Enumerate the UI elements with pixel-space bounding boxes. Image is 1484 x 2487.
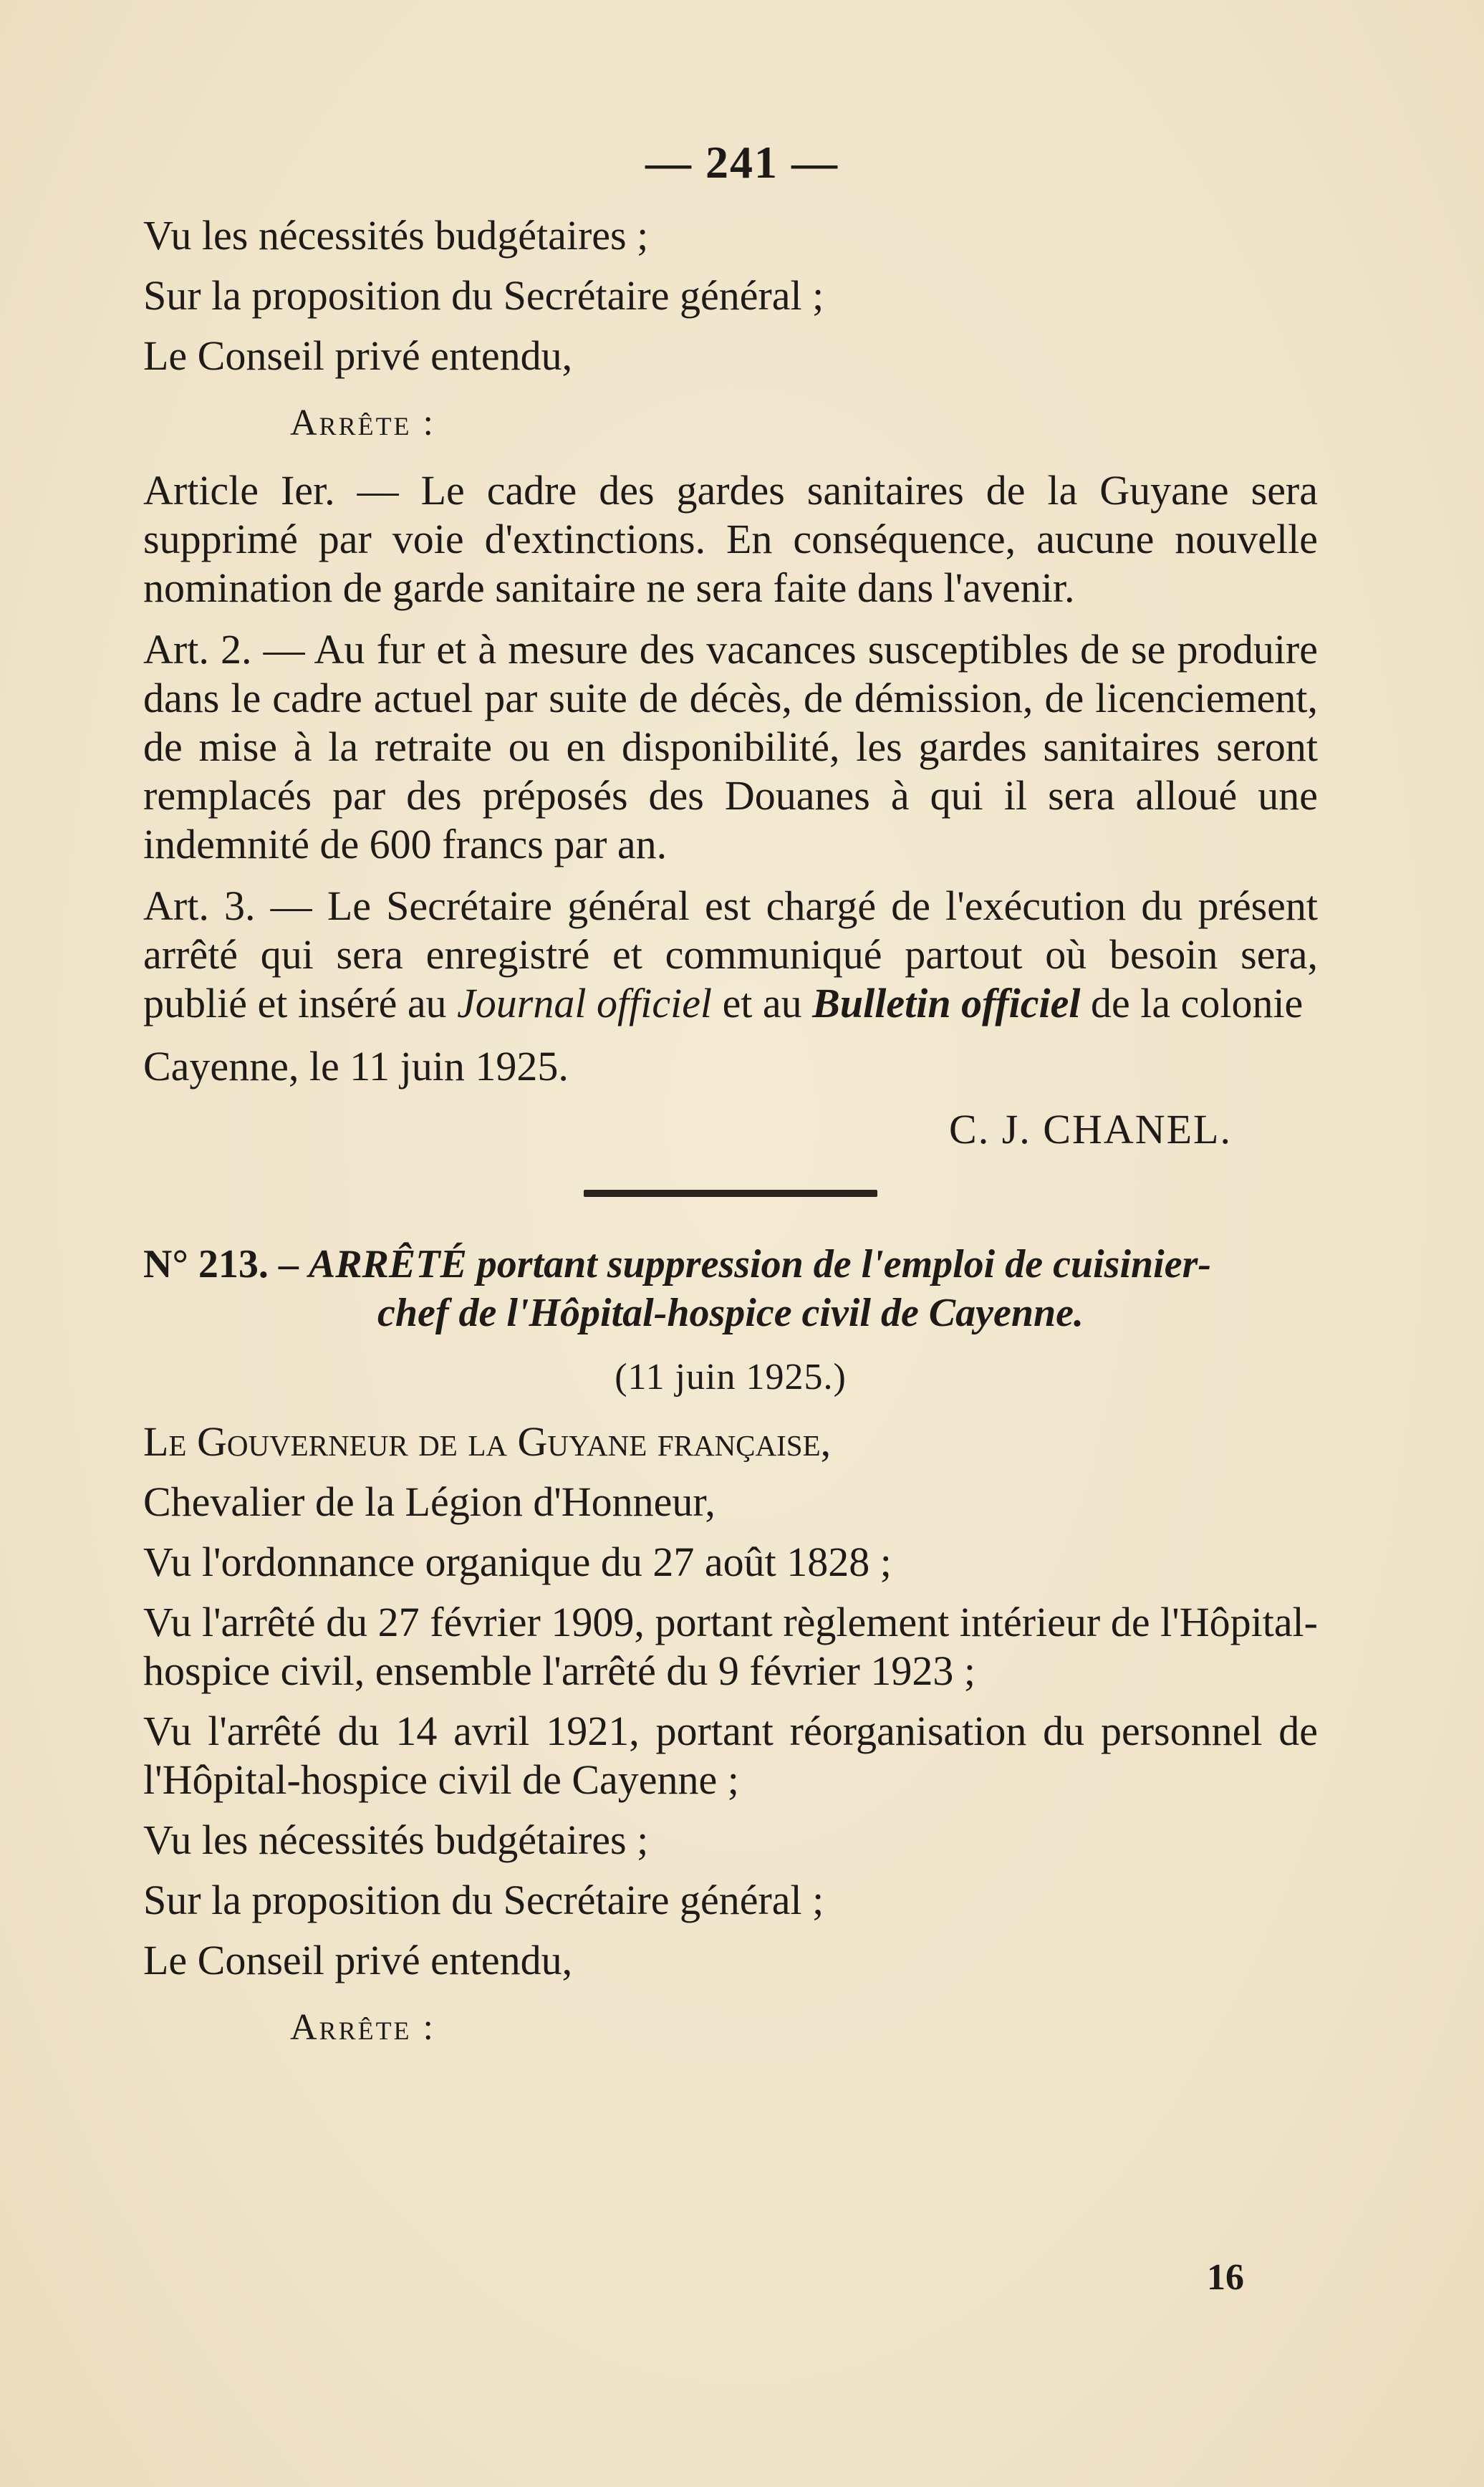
proposition-line: Sur la proposition du Secrétaire général ; [143, 1877, 824, 1923]
governor-line: Le Gouverneur de la Guyane française, [143, 1418, 832, 1465]
section-divider [584, 1190, 877, 1197]
decree-title-line2: chef de l'Hôpital-hospice civil de Cayenne. [377, 1291, 1084, 1335]
article-3 [143, 882, 1318, 1028]
article-2: Art. 2. — Au fur et à mesure des vacances susceptibles de se produire dans le cadre actuel par suite de décès, de démission, de licenciement, de mise à la retraite ou en disponibilité, les gardes sanitaires seront remplacés par des préposés des Douanes à qui il sera alloué une indemnité de 600 francs par an. [143, 626, 1318, 867]
decree-title-line1: ARRÊTÉ portant suppression de l'emploi de cuisinier- [308, 1242, 1212, 1286]
considerant-conseil: Le Conseil privé entendu, [143, 332, 573, 379]
arrete-heading: Arrête : [290, 403, 435, 443]
chevalier-line: Chevalier de la Légion d'Honneur, [143, 1478, 716, 1525]
place-date: Cayenne, le 11 juin 1925. [143, 1043, 569, 1089]
page-number: — 241 — [645, 137, 839, 188]
page-body [143, 211, 1318, 2071]
vu-arrete-1909: Vu l'arrêté du 27 février 1909, portant règlement intérieur de l'Hôpital-hospice civil, ensemble l'arrêté du 9 février 1923 ; [143, 1599, 1318, 1694]
considerant-budget: Vu les nécessités budgétaires ; [143, 212, 649, 259]
decree-number: N° 213. – [143, 1242, 309, 1286]
article-1: Article Ier. — Le cadre des gardes sanitaires de la Guyane sera supprimé par voie d'extinctions. En conséquence, aucune nouvelle nomination de garde sanitaire ne sera faite dans l'avenir. [143, 467, 1318, 611]
decree-date: (11 juin 1925.) [615, 1357, 847, 1398]
decree-213 [143, 1240, 1318, 2052]
article-3-conj: et au [712, 980, 813, 1026]
article-3-text: Art. 3. — Le Secrétaire général est chargé de l'exécution du présent arrêté qui sera enregistré et communiqué partout où besoin sera, publié et inséré au [143, 882, 1318, 1026]
decree-title [143, 1240, 1318, 1289]
signature-mark: 16 [1207, 2257, 1244, 2298]
vu-ordonnance: Vu l'ordonnance organique du 27 août 1828 ; [143, 1539, 892, 1585]
arrete-heading-213: Arrête : [290, 2007, 435, 2048]
signature: C. J. CHANEL. [949, 1106, 1232, 1153]
considerant-proposition: Sur la proposition du Secrétaire général ; [143, 272, 824, 319]
conseil-line: Le Conseil privé entendu, [143, 1937, 573, 1983]
journal-officiel-ref: Journal officiel [457, 980, 713, 1026]
vu-arrete-1921: Vu l'arrêté du 14 avril 1921, portant réorganisation du personnel de l'Hôpital-hospice civil de Cayenne ; [143, 1708, 1318, 1803]
bulletin-officiel-ref: Bulletin officiel [812, 980, 1081, 1026]
vu-budget: Vu les nécessités budgétaires ; [143, 1817, 649, 1863]
decree-continuation [143, 211, 1318, 1154]
article-3-end: de la colonie [1080, 980, 1304, 1026]
